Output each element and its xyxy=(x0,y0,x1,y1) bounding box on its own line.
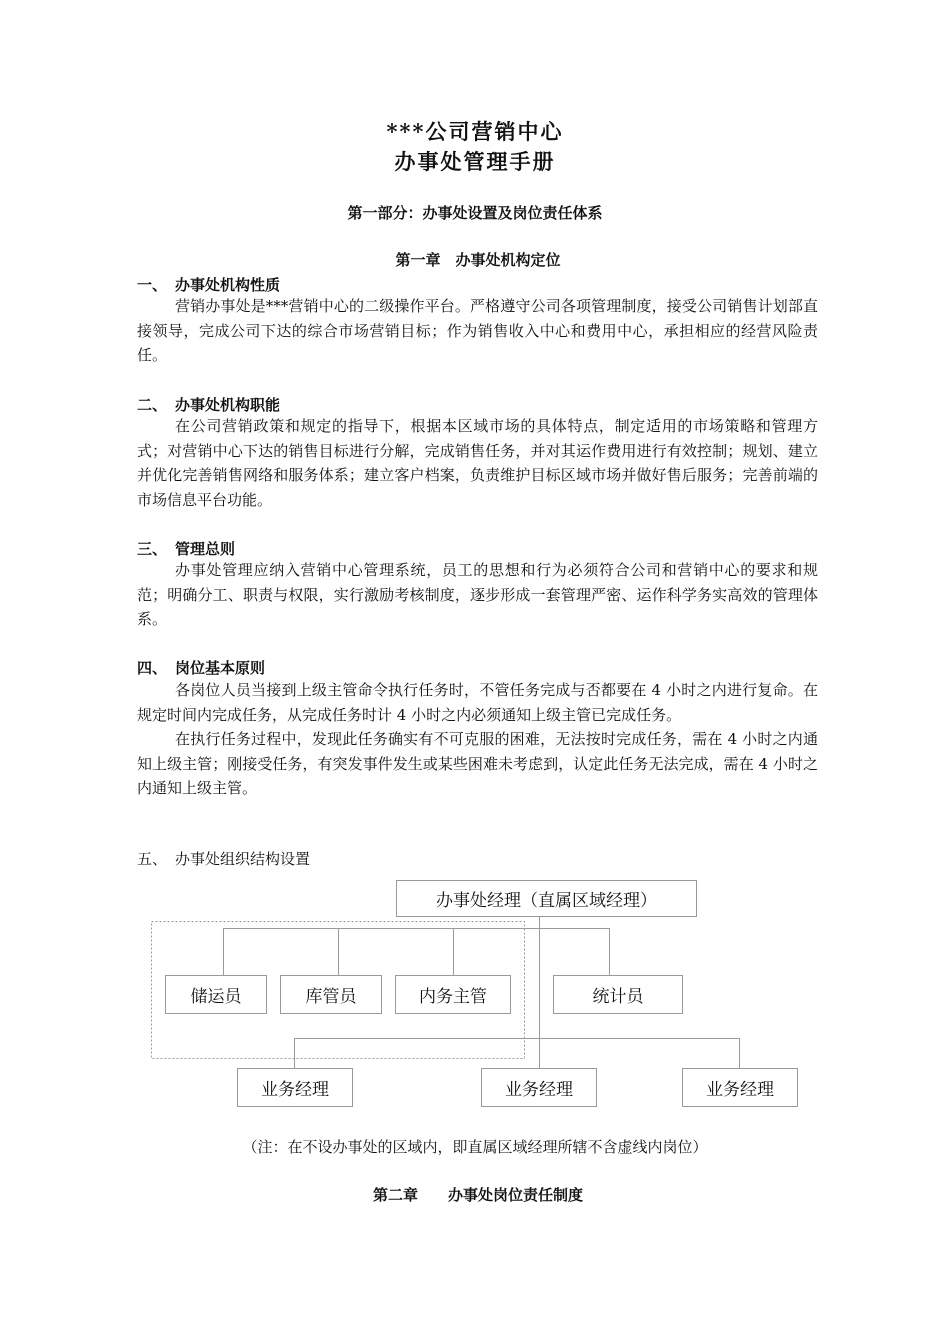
section-3-number: 三、 xyxy=(137,540,168,558)
part-title: 第一部分：办事处设置及岗位责任体系 xyxy=(347,204,603,222)
section-1-number: 一、 xyxy=(137,276,168,294)
section-4-number: 四、 xyxy=(137,659,168,677)
section-4-paragraph-1: 各岗位人员当接到上级主管命令执行任务时，不管任务完成与否都要在 4 小时之内进行复命。在规定时间内完成任务，从完成任务时计 4 小时之内必须通知上级主管已完成任务。 xyxy=(137,681,818,724)
section-5-title: 办事处组织结构设置 xyxy=(175,850,311,868)
section-1-paragraph: 营销办事处是***营销中心的二级操作平台。严格遵守公司各项管理制度，接受公司销售计划部直接领导，完成公司下达的综合市场营销目标；作为销售收入中心和费用中心，承担相应的经营风险责任。 xyxy=(137,297,818,364)
org-box-internal-affairs-supervisor: 内务主管 xyxy=(395,975,511,1014)
org-box-office-manager: 办事处经理（直属区域经理） xyxy=(396,880,697,917)
document-title-line2: 办事处管理手册 xyxy=(394,149,556,174)
section-4-paragraph-2: 在执行任务过程中，发现此任务确实有不可克服的困难，无法按时完成任务，需在 4 小时之内通知上级主管；刚接受任务，有突发事件发生或某些困难未考虑到，认定此任务无法完成，需在 4 小时之内通知上级主管。 xyxy=(137,730,818,797)
section-4-title: 岗位基本原则 xyxy=(175,659,266,677)
org-box-business-manager-3: 业务经理 xyxy=(682,1068,798,1107)
org-box-business-manager-1: 业务经理 xyxy=(237,1068,353,1107)
section-5-number: 五、 xyxy=(137,850,168,868)
section-3-paragraph: 办事处管理应纳入营销中心管理系统，员工的思想和行为必须符合公司和营销中心的要求和规范；明确分工、职责与权限，实行激励考核制度，逐步形成一套管理严密、运作科学务实高效的管理体系。 xyxy=(137,561,818,628)
org-box-business-manager-2: 业务经理 xyxy=(481,1068,597,1107)
section-2-paragraph: 在公司营销政策和规定的指导下，根据本区域市场的具体特点，制定适用的市场策略和管理方式；对营销中心下达的销售目标进行分解，完成销售任务，并对其运作费用进行有效控制；规划、建立并优化完善销售网络和服务体系；建立客户档案，负责维护目标区域市场并做好售后服务；完善前端的市场信息平台功能。 xyxy=(137,417,818,509)
org-box-warehouse-keeper: 库管员 xyxy=(280,975,382,1014)
section-3-title: 管理总则 xyxy=(175,540,236,558)
section-2-number: 二、 xyxy=(137,396,168,414)
org-box-storage-transport: 储运员 xyxy=(165,975,267,1014)
section-1-title: 办事处机构性质 xyxy=(175,276,281,294)
document-title-line1: ***公司营销中心 xyxy=(386,119,564,144)
section-2-title: 办事处机构职能 xyxy=(175,396,281,414)
chapter-2-heading: 第二章 办事处岗位责任制度 xyxy=(372,1186,583,1204)
org-chart-note: （注：在不设办事处的区域内，即直属区域经理所辖不含虚线内岗位） xyxy=(242,1138,708,1156)
chapter-1-heading: 第一章 办事处机构定位 xyxy=(395,251,561,269)
org-box-statistician: 统计员 xyxy=(553,975,683,1014)
